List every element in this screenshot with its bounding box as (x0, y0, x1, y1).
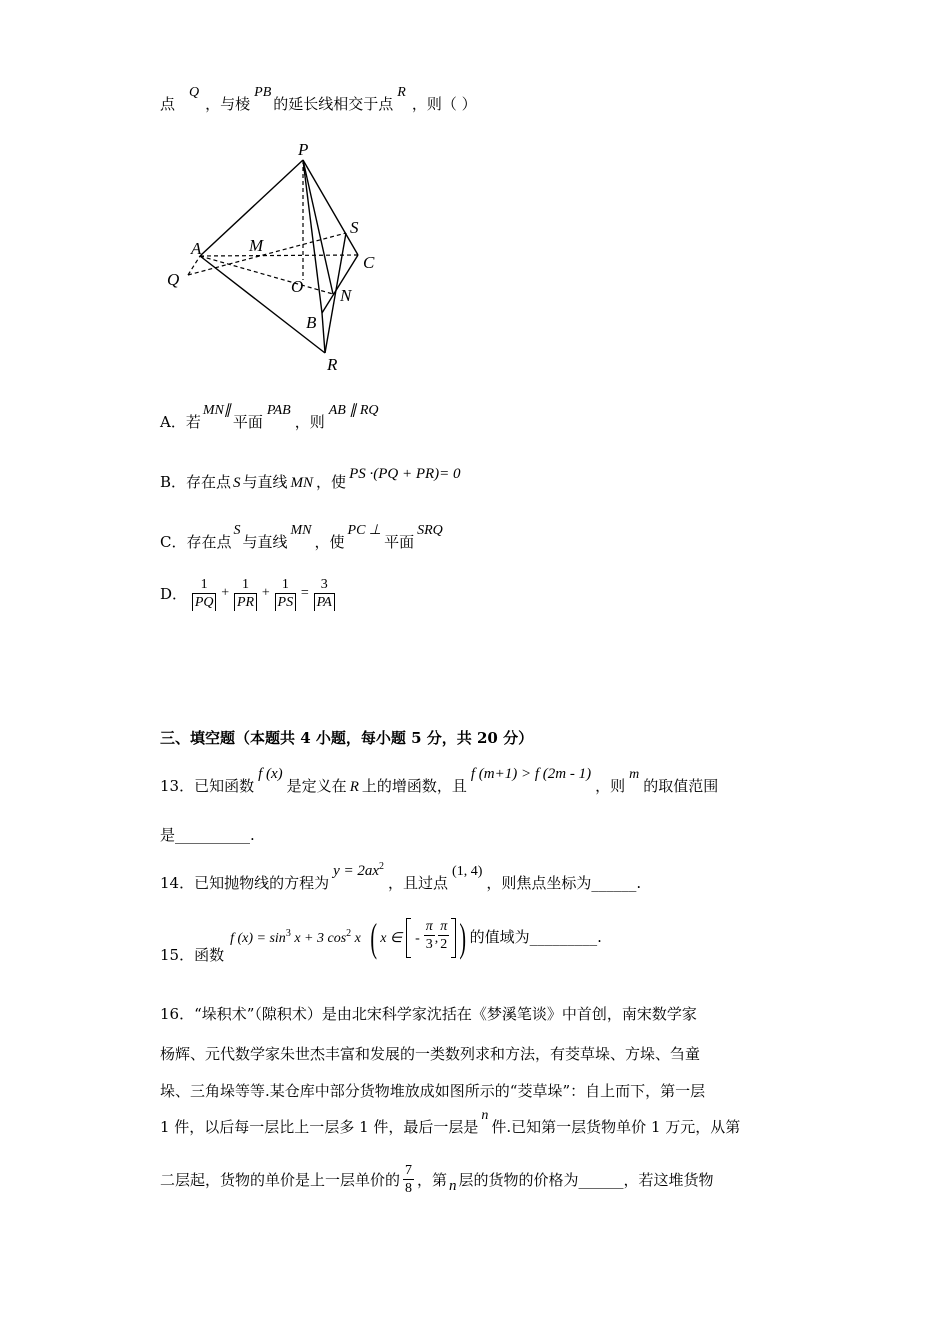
q12-tail-line: 点Q，与棱PB的延长线相交于点R，则（ ） (160, 85, 477, 113)
label-c: C (363, 253, 375, 272)
label-q: Q (167, 270, 180, 289)
q13-line1: 13．已知函数f (x)是定义在 R 上的增函数，且f (m+1) > f (2m - 1)，则m的取值范围 (160, 766, 719, 795)
edge-ar (200, 256, 325, 353)
frac-1-pq: $\frac{1}{PQ}$ (192, 576, 217, 611)
label-o: O (291, 277, 304, 296)
dashed-an (200, 256, 333, 294)
label-p: P (298, 140, 309, 159)
label-a: A (191, 239, 202, 258)
q16-line2: 杨辉、元代数学家朱世杰丰富和发展的一类数列求和方法，有茭草垛、方垛、刍童 (160, 1045, 701, 1063)
edge-pn (303, 160, 333, 294)
option-b: B．存在点 S 与直线 MN ，使 PS ·(PQ + PR)= 0 (160, 466, 461, 491)
label-s: S (350, 218, 359, 237)
q16-line1: 16．“垛积术”（隙积术）是由北宋科学家沈括在《梦溪笔谈》中首创，南宋数学家 (160, 1005, 697, 1023)
label-n: N (340, 286, 352, 305)
q15-line: 15．函数f $(x) = \sin^3 x + 3$ $\cos^2 x$ ( x ∈ - $\frac{\pi}{3}$ , $\frac{\pi}{2}$ ) 的值域为_________. (160, 915, 602, 964)
frac-1-pr: $\frac{1}{PR}$ (234, 576, 257, 611)
frac-1-ps: $\frac{1}{PS}$ (275, 576, 297, 611)
dashed-qs (188, 233, 346, 275)
frac-7-8: $\frac{7}{8}$ (405, 1163, 413, 1196)
frac-pi-3: $\frac{\pi}{3}$ (425, 919, 433, 952)
q14-line: 14．已知抛物线的方程为$y = 2ax^2$，且过点(1, 4)，则焦点坐标为______. (160, 861, 642, 892)
dashed-ac (200, 255, 358, 256)
edge-pc (303, 160, 358, 255)
q16-line5: 二层起，货物的单价是上一层单价的 $\frac{7}{8}$ ，第 n 层的货物的价格为______，若这堆货物 (160, 1163, 714, 1196)
label-m: M (249, 236, 264, 255)
q13-line2: 是__________. (160, 826, 255, 844)
option-d: D． $\frac{1}{PQ}$ + $\frac{1}{PR}$ + $\frac{1}{PS}$ = $\frac{3}{PA}$ (160, 576, 335, 611)
q16-line4: 1 件，以后每一层比上一层多 1 件，最后一层是n件.已知第一层货物单价 1 万元，从第 (160, 1108, 741, 1136)
option-a: A．若MN∥平面PAB，则AB ∥ RQ (160, 403, 379, 431)
pyramid-figure (160, 138, 390, 378)
section-title: 三、填空题（本题共 4 小题，每小题 5 分，共 20 分） (160, 729, 534, 747)
frac-3-pa: $\frac{3}{PA}$ (314, 576, 335, 611)
option-c: C．存在点S与直线MN，使PC ⊥平面SRQ (160, 523, 443, 551)
edge-br (322, 313, 325, 353)
q16-line3: 垛、三角垛等等.某仓库中部分货物堆放成如图所示的“茭草垛”：自上而下，第一层 (160, 1082, 706, 1100)
edge-pb (303, 160, 322, 313)
label-b: B (306, 313, 317, 332)
frac-pi-2: $\frac{\pi}{2}$ (440, 919, 448, 952)
label-r: R (327, 355, 338, 374)
